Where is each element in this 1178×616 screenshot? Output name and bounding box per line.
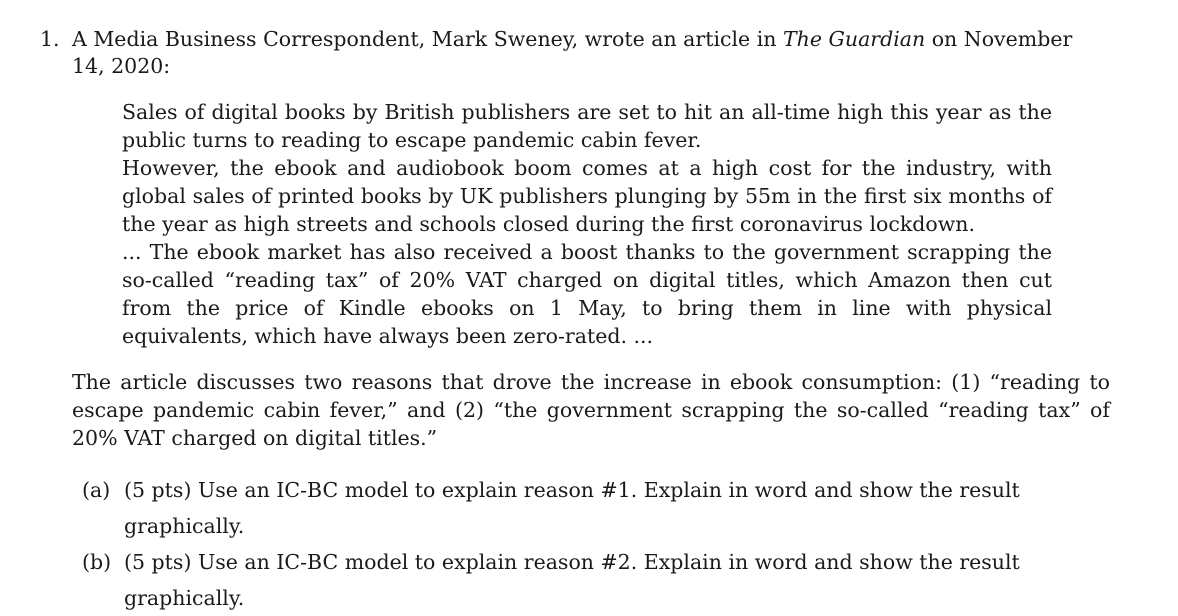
part-b: [82, 544, 1110, 616]
problem-1: [40, 26, 1110, 616]
problem-intro: [40, 26, 1110, 80]
quote-paragraph: ... The ebook market has also received a boost thanks to the government scrapping the so-called “reading tax” of 20% VAT charged on digital titles, which Amazon then cut from the price of Kindle ebooks on 1 May, to bring them in line with physical equivalents, which have always been zero-rated. ...: [122, 240, 1052, 348]
problem-number: 1.: [40, 27, 60, 51]
part-a: [82, 472, 1110, 544]
question-parts: [82, 472, 1110, 616]
intro-before-publication: A Media Business Correspondent, Mark Sweney, wrote an article in: [72, 27, 783, 51]
quote-paragraph: However, the ebook and audiobook boom comes at a high cost for the industry, with global sales of printed books by UK publishers plunging by 55m in the first six months of the year as high streets and schools closed during the first coronavirus lockdown.: [122, 156, 1052, 236]
part-label: (a): [82, 478, 111, 502]
intro-after-publication: on November 14, 2020:: [72, 27, 1073, 78]
part-text: (5 pts) Use an IC-BC model to explain reason #1. Explain in word and show the result graphically.: [124, 478, 1020, 538]
publication-name: The Guardian: [782, 27, 926, 51]
discussion-paragraph: The article discusses two reasons that drove the increase in ebook consumption: (1) “reading to escape pandemic cabin fever,” and (2) “the government scrapping the so-called “reading tax” of 20% VAT charged on digital titles.”: [72, 370, 1110, 450]
quote-paragraph: Sales of digital books by British publishers are set to hit an all-time high this year as the public turns to reading to escape pandemic cabin fever.: [122, 100, 1052, 152]
part-text: (5 pts) Use an IC-BC model to explain reason #2. Explain in word and show the result graphically.: [124, 550, 1020, 610]
article-quote: [122, 98, 1052, 350]
problem-intro-text: [72, 26, 1110, 80]
part-label: (b): [82, 550, 112, 574]
